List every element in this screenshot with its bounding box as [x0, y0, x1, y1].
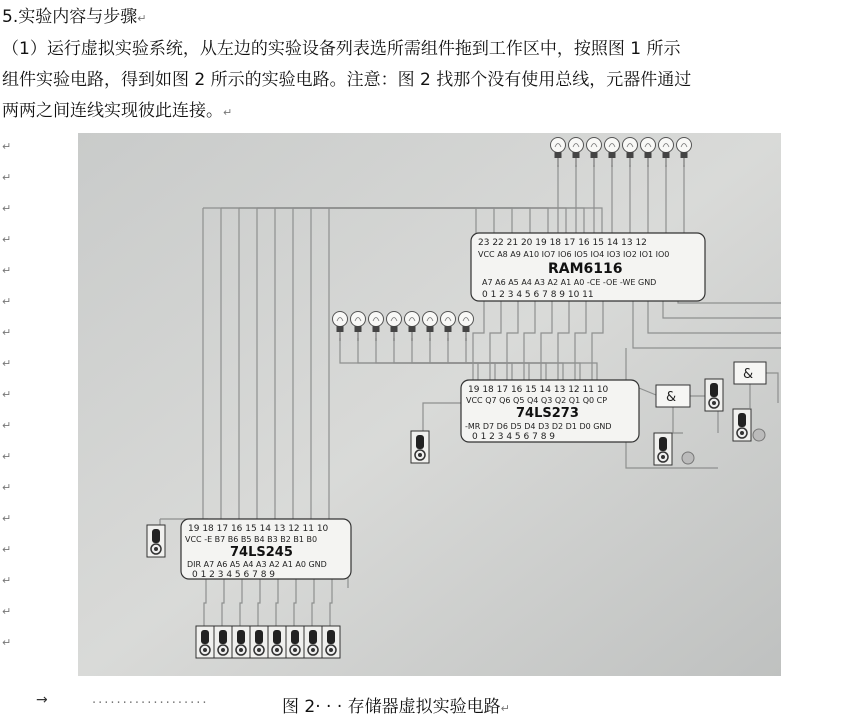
- paragraph-mark: ↵: [2, 326, 12, 339]
- paragraph-mark: ↵: [2, 543, 12, 556]
- chip-ram6116: [471, 233, 705, 301]
- indicator-light: [753, 429, 765, 441]
- ram6116-top-pins: 23 22 21 20 19 18 17 16 15 14 13 12: [478, 238, 647, 248]
- mr-switch: [411, 431, 429, 463]
- ram6116-top-names: VCC A8 A9 A10 IO7 IO6 IO5 IO4 IO3 IO2 IO1 IO0: [478, 250, 670, 259]
- and-gate-2: [734, 362, 766, 384]
- paragraph-line-2: 组件实验电路，得到如图 2 所示的实验电路。注意：图 2 找那个没有使用总线，元器件通过: [2, 70, 692, 90]
- input-switch: [232, 626, 250, 658]
- input-switch: [322, 626, 340, 658]
- ram6116-title: RAM6116: [548, 261, 623, 277]
- ls273-title: 74LS273: [516, 406, 579, 421]
- ls273-bottom-names: -MR D7 D6 D5 D4 D3 D2 D1 D0 GND: [465, 422, 612, 431]
- input-switch: [304, 626, 322, 658]
- input-switch: [268, 626, 286, 658]
- and-gate-1: [656, 385, 690, 407]
- ls273-top-pins: 19 18 17 16 15 14 13 12 11 10: [468, 385, 609, 395]
- paragraph-mark: ↵: [2, 574, 12, 587]
- gate-switch-a: [705, 379, 723, 411]
- paragraph-mark: ↵: [2, 233, 12, 246]
- paragraph-mark: ↵: [2, 605, 12, 618]
- ls245-bottom-names: DIR A7 A6 A5 A4 A3 A2 A1 A0 GND: [187, 560, 327, 569]
- chip-74ls273: [461, 380, 639, 442]
- ls273-top-names: VCC Q7 Q6 Q5 Q4 Q3 Q2 Q1 Q0 CP: [466, 396, 608, 405]
- circuit-figure: [78, 133, 781, 676]
- ram6116-bottom-names: A7 A6 A5 A4 A3 A2 A1 A0 -CE -OE -WE GND: [482, 278, 657, 287]
- enable-switch: [147, 525, 165, 557]
- paragraph-mark: ↵: [2, 295, 12, 308]
- ram6116-bottom-pins: 0 1 2 3 4 5 6 7 8 9 10 11: [482, 290, 594, 300]
- ls245-bottom-pins: 0 1 2 3 4 5 6 7 8 9: [192, 570, 276, 580]
- chip-74ls245: [181, 519, 351, 580]
- indicator-light: [682, 452, 694, 464]
- section-heading: 5.实验内容与步骤↵: [2, 7, 147, 27]
- svg-text:&: &: [743, 367, 754, 382]
- ls273-bottom-pins: 0 1 2 3 4 5 6 7 8 9: [472, 432, 556, 442]
- paragraph-mark: ↵: [2, 171, 12, 184]
- ls245-title: 74LS245: [230, 545, 293, 560]
- input-switch: [214, 626, 232, 658]
- gate-switch-b: [733, 409, 751, 441]
- paragraph-mark: ↵: [2, 636, 12, 649]
- ls245-top-names: VCC -E B7 B6 B5 B4 B3 B2 B1 B0: [185, 535, 318, 544]
- paragraph-mark: ↵: [2, 140, 12, 153]
- paragraph-mark: ↵: [2, 512, 12, 525]
- paragraph-line-1: （1）运行虚拟实验系统，从左边的实验设备列表选所需组件拖到工作区中，按照图 1 所示: [2, 39, 681, 59]
- svg-text:&: &: [666, 390, 677, 405]
- cp-switch: [654, 433, 672, 465]
- paragraph-mark: ↵: [2, 202, 12, 215]
- paragraph-mark: ↵: [2, 481, 12, 494]
- input-switch: [286, 626, 304, 658]
- paragraph-mark: ↵: [2, 419, 12, 432]
- paragraph-line-3: 两两之间连线实现彼此连接。↵: [2, 101, 233, 121]
- input-switch: [196, 626, 214, 658]
- ls245-top-pins: 19 18 17 16 15 14 13 12 11 10: [188, 524, 329, 534]
- paragraph-mark: ↵: [2, 264, 12, 277]
- paragraph-mark: ↵: [2, 357, 12, 370]
- paragraph-mark: ↵: [2, 388, 12, 401]
- paragraph-mark: ↵: [2, 450, 12, 463]
- input-switch: [250, 626, 268, 658]
